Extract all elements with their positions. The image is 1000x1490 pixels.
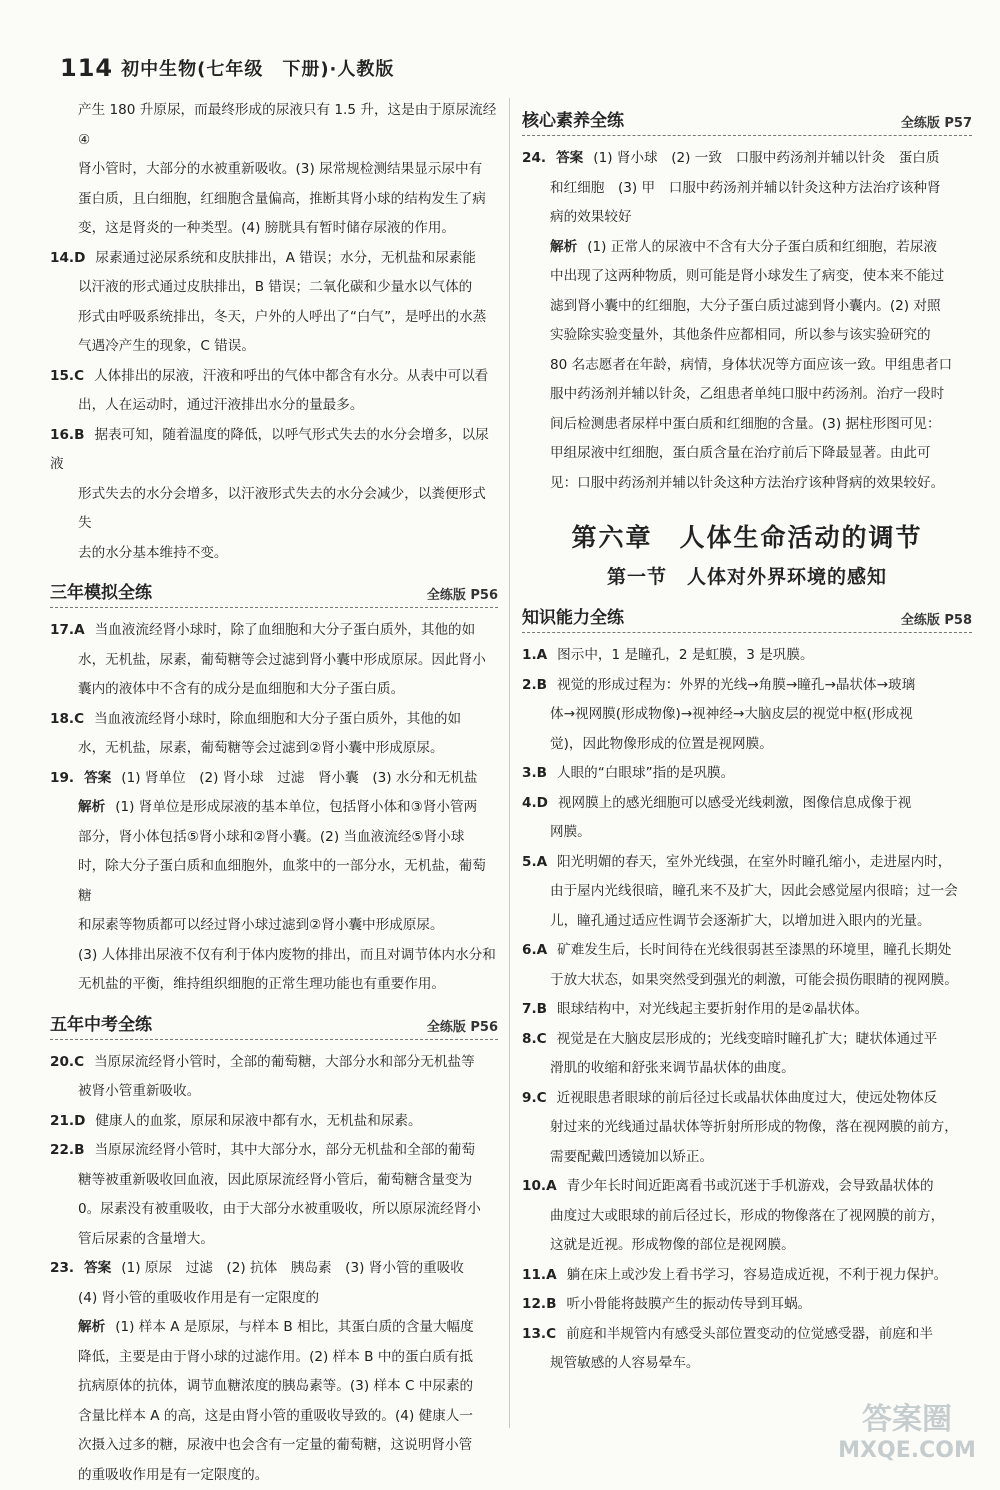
- item-text: 近视眼患者眼球的前后径过长或晶状体曲度过大，使远处物体反: [557, 1090, 938, 1106]
- answer-line: [522, 907, 972, 937]
- answer-text: (4) 肾小管的重吸收作用是有一定限度的: [78, 1290, 319, 1306]
- item-text: 人眼的“白眼球”指的是巩膜。: [557, 765, 734, 781]
- analysis-text: 滤到肾小囊中的红细胞，大分子蛋白质过滤到肾小囊内。(2) 对照: [550, 298, 941, 314]
- analysis-line: [522, 439, 972, 469]
- item-text: 当原尿流经肾小管时，全部的葡萄糖，大部分水和部分无机盐等: [94, 1054, 475, 1070]
- answer-line: [522, 936, 972, 966]
- answer-line: [50, 1166, 498, 1196]
- svg-text:答案圈: 答案圈: [862, 1402, 952, 1437]
- left-column: [50, 96, 498, 1490]
- item-text: 网膜。: [550, 824, 591, 840]
- answer-line: [522, 1349, 972, 1379]
- item-number: 3.B: [522, 765, 547, 781]
- item-text: 规管敏感的人容易晕车。: [550, 1355, 700, 1371]
- answer-line: [50, 675, 498, 705]
- answer-line: [50, 303, 498, 333]
- item-text: 觉)，因此物像形成的位置是视网膜。: [550, 736, 773, 752]
- svg-text:MXQE.COM: MXQE.COM: [838, 1438, 976, 1463]
- item-text: 视觉的形成过程为：外界的光线→角膜→瞳孔→晶状体→玻璃: [557, 677, 915, 693]
- watermark-logo: [832, 1395, 982, 1465]
- item-text: 被肾小管重新吸收。: [78, 1083, 200, 1099]
- item-number: 18.C: [50, 711, 84, 727]
- item-text: 囊内的液体中不含有的成分是血细胞和大分子蛋白质。: [78, 681, 404, 697]
- item-number: 7.B: [522, 1001, 547, 1017]
- item-text: 人体排出的尿液，汗液和呼出的气体中都含有水分。从表中可以看: [94, 368, 488, 384]
- item-number: 23.: [50, 1260, 74, 1276]
- answer-line: [522, 848, 972, 878]
- answer-line: [50, 734, 498, 764]
- answer-line: [522, 1172, 972, 1202]
- answer-line: [522, 1231, 972, 1261]
- analysis-text: (3) 人体排出尿液不仅有利于体内废物的排出，而且对调节体内水分和: [78, 947, 496, 963]
- analysis-text: 和尿素等物质都可以经过肾小球过滤到②肾小囊中形成原尿。: [78, 917, 444, 933]
- item-number: 13.C: [522, 1326, 556, 1342]
- item-number: 22.B: [50, 1142, 84, 1158]
- answer-tag: 答案: [84, 1260, 111, 1276]
- analysis-line: [522, 410, 972, 440]
- section-header-ref: 全练版 P56: [427, 584, 498, 603]
- section-header-ref: 全练版 P58: [901, 609, 972, 628]
- item-number: 8.C: [522, 1031, 547, 1047]
- answer-line: [50, 1195, 498, 1225]
- answer-line: [522, 641, 972, 671]
- item-text: 青少年长时间近距离看书或沉迷于手机游戏，会导致晶状体的: [567, 1178, 934, 1194]
- analysis-text: 部分，肾小体包括⑤肾小球和②肾小囊。(2) 当血液流经⑤肾小球: [78, 829, 464, 845]
- answer-line: [522, 759, 972, 789]
- item-number: 10.A: [522, 1178, 557, 1194]
- page-header: [60, 50, 394, 86]
- answer-line: [50, 1284, 498, 1314]
- item-text: 气遇冷产生的现象，C 错误。: [78, 338, 255, 354]
- item-text: 当血液流经肾小球时，除了血细胞和大分子蛋白质外，其他的如: [95, 622, 476, 638]
- item-text: 形式由呼吸系统排出，冬天，户外的人呼出了“白气”，是呼出的水蒸: [78, 309, 486, 325]
- analysis-tag: 解析: [78, 799, 105, 815]
- section-header-title: 三年模拟全练: [50, 578, 152, 603]
- analysis-text: 见：口服中药汤剂并辅以针灸这种方法治疗该种肾病的效果较好。: [550, 475, 944, 491]
- analysis-line: [50, 1402, 498, 1432]
- item-text: 躺在床上或沙发上看书学习，容易造成近视，不利于视力保护。: [567, 1267, 948, 1283]
- answer-line: [50, 480, 498, 539]
- answer-line: [522, 1320, 972, 1350]
- item-text: 管后尿素的含量增大。: [78, 1231, 214, 1247]
- book-title: 初中生物(七年级 下册)·人教版: [121, 55, 394, 81]
- answer-tag: 答案: [556, 150, 583, 166]
- item-text: 健康人的血浆，原尿和尿液中都有水，无机盐和尿素。: [95, 1113, 421, 1129]
- item-text: 当原尿流经肾小管时，其中大部分水，部分无机盐和全部的葡萄: [94, 1142, 475, 1158]
- answer-text: (1) 原尿 过滤 (2) 抗体 胰岛素 (3) 肾小管的重吸收: [121, 1260, 464, 1276]
- answer-line: [522, 1290, 972, 1320]
- answer-line: [522, 730, 972, 760]
- analysis-text: 无机盐的平衡，维持组织细胞的正常生理功能也有重要作用。: [78, 976, 445, 992]
- item-text: 于放大状态，如果突然受到强光的刺激，可能会损伤眼睛的视网膜。: [550, 972, 958, 988]
- item-number: 16.B: [50, 427, 84, 443]
- item-text: 去的水分基本维持不变。: [78, 545, 228, 561]
- answer-line: [50, 391, 498, 421]
- section-header-ref: 全练版 P57: [901, 112, 972, 131]
- item-text: 水，无机盐，尿素，葡萄糖等会过滤到②肾小囊中形成原尿。: [78, 740, 444, 756]
- analysis-line: [50, 1372, 498, 1402]
- continued-line: 蛋白质，且白细胞，红细胞含量偏高，推断其肾小球的结构发生了病: [50, 185, 498, 215]
- item-text: 矿难发生后，长时间待在光线很弱甚至漆黑的环境里，瞳孔长期处: [557, 942, 951, 958]
- answer-line: [522, 1025, 972, 1055]
- answer-line: [50, 764, 498, 794]
- answer-line: [50, 705, 498, 735]
- answer-line: [50, 616, 498, 646]
- item-text: 阳光明媚的春天，室外光线强，在室外时瞳孔缩小，走进屋内时，: [557, 854, 951, 870]
- item-number: 6.A: [522, 942, 547, 958]
- answer-line: [522, 966, 972, 996]
- answer-line: [522, 877, 972, 907]
- answer-line: [522, 1143, 972, 1173]
- item-text: 出，人在运动时，通过汗液排出水分的量最多。: [78, 397, 363, 413]
- item-text: 视觉是在大脑皮层形成的；光线变暗时瞳孔扩大；睫状体通过平: [557, 1031, 938, 1047]
- item-text: 当血液流经肾小球时，除血细胞和大分子蛋白质外，其他的如: [94, 711, 461, 727]
- analysis-line: [50, 823, 498, 853]
- analysis-line: [50, 1313, 498, 1343]
- item-number: 11.A: [522, 1267, 557, 1283]
- item-number: 1.A: [522, 647, 547, 663]
- analysis-text: 实验除实验变量外，其他条件应都相同，所以参与该实验研究的: [550, 327, 931, 343]
- analysis-line: [50, 1461, 498, 1490]
- item-number: 20.C: [50, 1054, 84, 1070]
- answer-line: [50, 1136, 498, 1166]
- answer-line: [522, 818, 972, 848]
- item-text: 需要配戴凹透镜加以矫正。: [550, 1149, 713, 1165]
- item-text: 由于屋内光线很暗，瞳孔来不及扩大，因此会感觉屋内很暗；过一会: [550, 883, 958, 899]
- page-number: 114: [60, 54, 113, 82]
- answer-tag: 答案: [84, 770, 111, 786]
- item-text: 眼球结构中，对光线起主要折射作用的是②晶状体。: [557, 1001, 868, 1017]
- analysis-text: 降低，主要是由于肾小球的过滤作用。(2) 样本 B 中的蛋白质有抵: [78, 1349, 473, 1365]
- answer-line: [50, 244, 498, 274]
- answer-line: [522, 1202, 972, 1232]
- analysis-line: [50, 941, 498, 971]
- answer-line: [50, 646, 498, 676]
- answer-line: [522, 995, 972, 1025]
- analysis-tag: 解析: [78, 1319, 105, 1335]
- analysis-line: [50, 911, 498, 941]
- answer-line: [522, 671, 972, 701]
- analysis-line: [50, 852, 498, 911]
- answer-text: (1) 肾单位 (2) 肾小球 过滤 肾小囊 (3) 水分和无机盐: [121, 770, 477, 786]
- answer-line: [522, 1054, 972, 1084]
- analysis-text: 次摄入过多的糖，尿液中也会含有一定量的葡萄糖，这说明肾小管: [78, 1437, 472, 1453]
- item-number: 21.D: [50, 1113, 85, 1129]
- item-text: 以汗液的形式通过皮肤排出，B 错误；二氧化碳和少量水以气体的: [78, 279, 472, 295]
- section-header: [522, 603, 972, 633]
- analysis-line: [50, 1343, 498, 1373]
- item-text: 射过来的光线通过晶状体等折射所形成的物像，落在视网膜的前方，: [550, 1119, 958, 1135]
- answer-line: [50, 1048, 498, 1078]
- item-number: 2.B: [522, 677, 547, 693]
- item-text: 视网膜上的感光细胞可以感受光线刺激，图像信息成像于视: [558, 795, 911, 811]
- answer-line: [50, 273, 498, 303]
- analysis-line: [50, 793, 498, 823]
- answer-line: [522, 789, 972, 819]
- answer-line: [50, 332, 498, 362]
- answer-text: (1) 肾小球 (2) 一致 口服中药汤剂并辅以针灸 蛋白质: [593, 150, 939, 166]
- section-header: [522, 106, 972, 136]
- analysis-text: 甲组尿液中红细胞，蛋白质含量在治疗前后下降最显著。由此可: [550, 445, 931, 461]
- analysis-line: [522, 233, 972, 263]
- answer-line: [522, 203, 972, 233]
- right-column: [522, 96, 972, 1379]
- answer-line: [522, 1084, 972, 1114]
- item-text: 听小骨能将鼓膜产生的振动传导到耳蜗。: [566, 1296, 811, 1312]
- analysis-text: 时，除大分子蛋白质和血细胞外，血浆中的一部分水，无机盐，葡萄糖: [78, 858, 486, 904]
- item-text: 尿素通过泌尿系统和皮肤排出，A 错误；水分，无机盐和尿素能: [95, 250, 476, 266]
- item-text: 曲度过大或眼球的前后径过长，形成的物像落在了视网膜的前方，: [550, 1208, 944, 1224]
- analysis-text: (1) 样本 A 是原尿，与样本 B 相比，其蛋白质的含量大幅度: [115, 1319, 474, 1335]
- section-header-title: 五年中考全练: [50, 1010, 152, 1035]
- analysis-text: (1) 正常人的尿液中不含有大分子蛋白质和红细胞，若尿液: [587, 239, 937, 255]
- analysis-text: 含量比样本 A 的高，这是由肾小管的重吸收导致的。(4) 健康人一: [78, 1408, 473, 1424]
- section-header-title: 核心素养全练: [522, 106, 624, 131]
- item-text: 前庭和半规管内有感受头部位置变动的位觉感受器，前庭和半: [566, 1326, 933, 1342]
- answer-text: 病的效果较好: [550, 209, 632, 225]
- analysis-line: [522, 351, 972, 381]
- answer-line: [522, 1113, 972, 1143]
- section-header: [50, 1010, 498, 1040]
- item-number: 19.: [50, 770, 74, 786]
- item-text: 体→视网膜(形成物像)→视神经→大脑皮层的视觉中枢(形成视: [550, 706, 913, 722]
- analysis-text: (1) 肾单位是形成尿液的基本单位，包括肾小体和③肾小管两: [115, 799, 477, 815]
- analysis-text: 抗病原体的抗体，调节血糖浓度的胰岛素等。(3) 样本 C 中尿素的: [78, 1378, 473, 1394]
- analysis-text: 间后检测患者尿样中蛋白质和红细胞的含量。(3) 据柱形图可见：: [550, 416, 941, 432]
- item-text: 据表可知，随着温度的降低，以呼气形式失去的水分会增多，以尿液: [50, 427, 489, 473]
- item-number: 24.: [522, 150, 546, 166]
- answer-line: [50, 362, 498, 392]
- answer-line: [50, 539, 498, 569]
- answer-line: [50, 1077, 498, 1107]
- analysis-line: [50, 1431, 498, 1461]
- analysis-line: [50, 970, 498, 1000]
- item-number: 9.C: [522, 1090, 547, 1106]
- analysis-text: 的重吸收作用是有一定限度的。: [78, 1467, 268, 1483]
- analysis-line: [522, 262, 972, 292]
- analysis-text: 中出现了这两种物质，则可能是肾小球发生了病变，使本来不能过: [550, 268, 944, 284]
- item-text: 糖等被重新吸收回血液，因此原尿流经肾小管后，葡萄糖含量变为: [78, 1172, 472, 1188]
- item-text: 儿，瞳孔通过适应性调节会逐渐扩大，以增加进入眼内的光量。: [550, 913, 931, 929]
- analysis-text: 80 名志愿者在年龄，病情，身体状况等方面应该一致。甲组患者口: [550, 357, 952, 373]
- analysis-line: [522, 292, 972, 322]
- item-text: 形式失去的水分会增多，以汗液形式失去的水分会减少，以粪便形式失: [78, 486, 486, 532]
- analysis-line: [522, 380, 972, 410]
- continued-line: 产生 180 升原尿，而最终形成的尿液只有 1.5 升，这是由于原尿流经④: [50, 96, 498, 155]
- column-divider: [509, 98, 510, 1428]
- section-header: [50, 578, 498, 608]
- analysis-line: [522, 321, 972, 351]
- section-title: 第一节 人体对外界环境的感知: [522, 562, 972, 589]
- item-number: 4.D: [522, 795, 548, 811]
- chapter-title: 第六章 人体生命活动的调节: [522, 518, 972, 554]
- section-header-title: 知识能力全练: [522, 603, 624, 628]
- answer-line: [50, 1254, 498, 1284]
- item-text: 0。尿素没有被重吸收，由于大部分水被重吸收，所以原尿流经肾小: [78, 1201, 481, 1217]
- analysis-tag: 解析: [550, 239, 577, 255]
- item-text: 滑肌的收缩和舒张来调节晶状体的曲度。: [550, 1060, 795, 1076]
- answer-line: [50, 421, 498, 480]
- item-number: 14.D: [50, 250, 85, 266]
- item-number: 12.B: [522, 1296, 556, 1312]
- answer-line: [50, 1225, 498, 1255]
- item-number: 17.A: [50, 622, 85, 638]
- answer-line: [522, 144, 972, 174]
- answer-line: [50, 1107, 498, 1137]
- item-number: 15.C: [50, 368, 84, 384]
- analysis-line: [522, 469, 972, 499]
- analysis-text: 服中药汤剂并辅以针灸，乙组患者单纯口服中药汤剂。治疗一段时: [550, 386, 944, 402]
- item-text: 图示中，1 是瞳孔，2 是虹膜，3 是巩膜。: [557, 647, 813, 663]
- item-text: 水，无机盐，尿素，葡萄糖等会过滤到肾小囊中形成原尿。因此肾小: [78, 652, 486, 668]
- item-number: 5.A: [522, 854, 547, 870]
- continued-line: 肾小管时，大部分的水被重新吸收。(3) 尿常规检测结果显示尿中有: [50, 155, 498, 185]
- answer-line: [522, 174, 972, 204]
- answer-line: [522, 700, 972, 730]
- item-text: 这就是近视。形成物像的部位是视网膜。: [550, 1237, 795, 1253]
- answer-line: [522, 1261, 972, 1291]
- answer-text: 和红细胞 (3) 甲 口服中药汤剂并辅以针灸这种方法治疗该种肾: [550, 180, 941, 196]
- continued-line: 变，这是肾炎的一种类型。(4) 膀胱具有暂时储存尿液的作用。: [50, 214, 498, 244]
- section-header-ref: 全练版 P56: [427, 1016, 498, 1035]
